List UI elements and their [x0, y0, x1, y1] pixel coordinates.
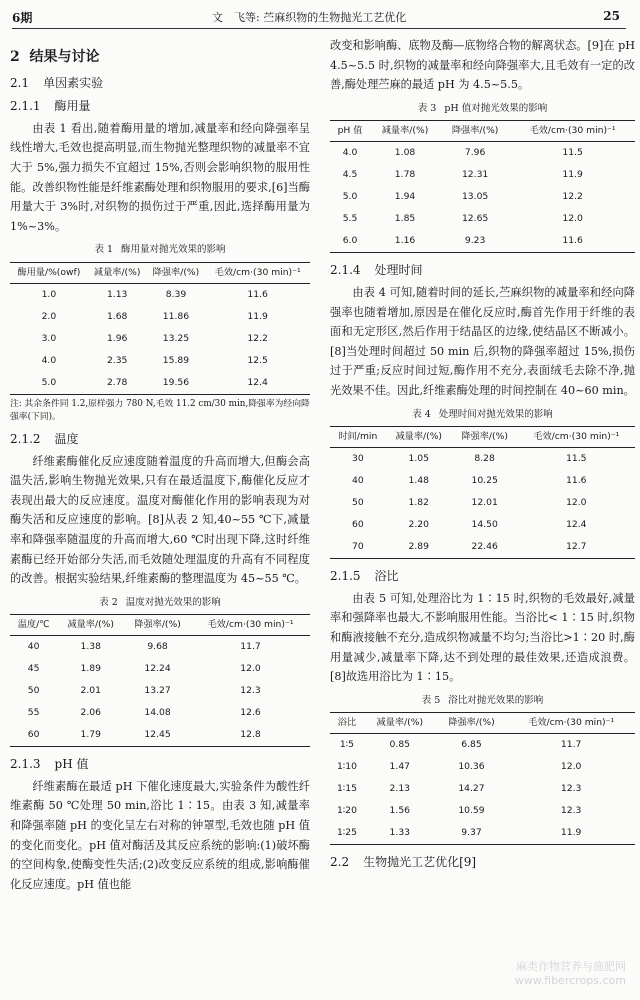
table-cell: 9.23	[464, 235, 486, 247]
table-cell: 1.47	[389, 761, 411, 773]
table-row	[330, 822, 635, 845]
table-cell: 1.89	[80, 663, 101, 675]
data-table	[330, 120, 635, 253]
subsubsection-heading: 2.1.5 浴比	[330, 569, 399, 584]
table-row	[330, 186, 635, 208]
table-header-cell: 降强率/(%)	[152, 266, 200, 278]
table-cell: 1∶5	[339, 739, 355, 751]
table-cell: 9.68	[147, 641, 168, 653]
running-header	[12, 6, 626, 29]
table-cell: 60	[352, 519, 364, 531]
table-cell: 1.78	[394, 169, 416, 181]
table-cell: 3.0	[41, 332, 57, 344]
table-cell: 8.28	[474, 453, 495, 465]
table-cell: 10.36	[458, 761, 485, 773]
table-header-cell: 浴比	[337, 717, 357, 729]
table-cell: 50	[27, 685, 40, 697]
table-header-cell: 毛效/cm·(30 min)⁻¹	[529, 125, 616, 137]
table-cell: 9.37	[461, 827, 482, 839]
table-row	[330, 514, 635, 536]
table-cell: 1∶15	[337, 783, 357, 795]
paragraph: 由表 5 可知,处理浴比为 1∶15 时,织物的毛效最好,减量率和强降率也最大,不影响服用性能。当浴比< 1∶15 时,织物和酶液接触不充分,造成织物减量不均匀;当浴比>1∶20 时,酶用量减少,减量率下降,达不到处理的最佳效果,还造成浪费。[8]故选用浴比为 1∶15。	[330, 591, 635, 684]
table-row	[330, 800, 635, 822]
table-cell: 1∶20	[337, 805, 357, 817]
table-row	[330, 164, 635, 186]
table-cell: 30	[352, 453, 364, 465]
issue-label: 6期	[12, 11, 33, 25]
table-cell: 19.56	[162, 376, 190, 388]
right-column	[330, 36, 635, 875]
table-row	[330, 734, 635, 757]
paragraph: 纤维素酶在最适 pH 下催化速度最大,实验条件为酸性纤维素酶 50 ℃处理 50 min,浴比 1∶15。由表 3 知,减量率和降强率随 pH 的变化呈左右对称的钟罩型,毛效也随 pH 值的变化而变化。pH 值对酶活及其反应系统的影响:(1)破坏酶的空间构象,使酶变性失活;(2)改变反应系统的组成,影响酶催化反应速度。pH 值也能	[10, 779, 310, 891]
table-cell: 1.08	[394, 147, 416, 159]
table-cell: 12.3	[560, 783, 582, 795]
subsection-heading: 2.1 单因素实验	[10, 75, 104, 90]
paragraph: 由表 4 可知,随着时间的延长,苎麻织物的减量率和经向降强率也随着增加,原因是在催化反应时,酶首先作用于纤维的表面和无定形区,然后作用于结晶区的边缘,使结晶区不断减小。[8]当处理时间超过 50 min 后,织物的降强率超过 15%,损伤过于严重;反应时间过短,酶作用不充分,表面绒毛去除不净,抛光效果不佳。因此,纤维素酶处理的时间控制在 40~60 min。	[330, 285, 635, 397]
table-header-cell: pH 值	[337, 125, 363, 137]
table-cell: 12.45	[144, 729, 171, 741]
table-cell: 1.38	[80, 641, 101, 653]
table-cell: 12.3	[560, 805, 582, 817]
table-cell: 45	[27, 663, 40, 675]
table-cell: 11.9	[562, 169, 583, 181]
table-cell: 2.0	[41, 310, 57, 322]
table-cell: 12.7	[566, 541, 587, 553]
table-cell: 2.06	[80, 707, 101, 719]
table-header-cell: 减量率/(%)	[376, 717, 424, 729]
table-cell: 12.0	[566, 497, 587, 509]
table-header-cell: 降强率/(%)	[451, 125, 499, 137]
table-cell: 11.6	[247, 288, 268, 300]
page-number: 25	[603, 9, 620, 23]
table-cell: 11.7	[560, 739, 582, 751]
table-header-cell: 毛效/cm·(30 min)⁻¹	[214, 266, 301, 278]
table-header-cell: 时间/min	[338, 431, 378, 443]
table-row	[10, 328, 310, 350]
table-header-cell: 减量率/(%)	[395, 431, 443, 443]
table-cell: 12.5	[247, 354, 268, 366]
table-cell: 12.0	[562, 213, 583, 225]
data-table	[330, 712, 635, 845]
data-table	[330, 426, 635, 559]
table-caption: 表 3 pH 值对抛光效果的影响	[417, 102, 548, 114]
table-cell: 13.25	[162, 332, 190, 344]
table-cell: 6.85	[461, 739, 482, 751]
table-cell: 12.01	[471, 497, 498, 509]
table-cell: 2.78	[106, 376, 128, 388]
table-cell: 6.0	[342, 235, 358, 247]
table-header-cell: 降强率/(%)	[448, 717, 495, 729]
table-cell: 11.9	[247, 310, 268, 322]
paragraph: 改变和影响酶、底物及酶—底物络合物的解离状态。[9]在 pH 4.5~5.5 时,织物的减量率和经向降强率大,且毛效有一定的改善,酶处理苎麻的最适 pH 为 4.5~5.5。	[330, 39, 635, 92]
table-caption: 表 2 温度对抛光效果的影响	[99, 596, 221, 608]
table-row	[10, 372, 310, 395]
table-cell: 11.6	[562, 235, 583, 247]
table-cell: 0.85	[389, 739, 411, 751]
table-cell: 40	[27, 641, 40, 653]
table-cell: 11.5	[566, 453, 587, 465]
table-cell: 12.8	[240, 729, 261, 741]
table-cell: 4.5	[342, 169, 358, 181]
table-cell: 40	[352, 475, 364, 487]
table-row	[330, 230, 635, 253]
site-watermark: 麻类作物营养与施肥网 www.fibercrops.com	[514, 960, 626, 987]
table-caption: 表 1 酶用量对抛光效果的影响	[94, 244, 226, 256]
table-cell: 14.27	[458, 783, 485, 795]
table-cell: 11.9	[560, 827, 582, 839]
subsection-heading: 2.2 生物抛光工艺优化[9]	[330, 855, 477, 870]
running-title: 文 飞等: 苎麻织物的生物抛光工艺优化	[212, 11, 407, 24]
table-header-cell: 温度/℃	[17, 619, 50, 631]
table-cell: 12.6	[240, 707, 261, 719]
table-cell: 12.65	[461, 213, 489, 225]
table-cell: 2.13	[389, 783, 411, 795]
table-cell: 12.4	[247, 376, 268, 388]
table-cell: 11.7	[240, 641, 261, 653]
table-header-cell: 酶用量/%(owf)	[17, 266, 81, 278]
data-table	[10, 262, 310, 395]
table-cell: 11.5	[562, 147, 583, 159]
table-cell: 55	[27, 707, 40, 719]
table-cell: 60	[27, 729, 40, 741]
table-caption: 表 4 处理时间对抛光效果的影响	[412, 408, 553, 420]
table-cell: 12.2	[247, 332, 268, 344]
table-cell: 11.86	[162, 310, 190, 322]
left-column	[10, 36, 310, 894]
table-header-cell: 降强率/(%)	[134, 619, 181, 631]
table-row	[330, 536, 635, 559]
table-cell: 50	[352, 497, 364, 509]
table-cell: 12.0	[240, 663, 261, 675]
table-row	[330, 470, 635, 492]
table-row	[330, 492, 635, 514]
table-cell: 1.05	[408, 453, 429, 465]
table-cell: 1.16	[394, 235, 416, 247]
table-cell: 12.0	[560, 761, 582, 773]
subsubsection-heading: 2.1.2 温度	[10, 431, 79, 446]
table-cell: 1.94	[394, 191, 416, 203]
paragraph: 纤维素酶催化反应速度随着温度的升高而增大,但酶会高温失活,影响生物抛光效果,只有在最适温度下,酶催化反应才表现出最大的反应速度。温度对酶催化作用的影响表现为对酶失活和反应速度的影响。[8]从表 2 知,40~55 ℃下,减量率和降强率随温度的升高而增大,60 ℃时出现下降,这时纤维素酶已经开始部分失活,而毛效随处理温度的升高有不同程度的改善。根据实验结果,纤维素酶的整理温度为 45~55 ℃。	[10, 454, 310, 586]
table-cell: 1.13	[106, 288, 128, 300]
table-cell: 10.59	[458, 805, 485, 817]
data-table	[10, 614, 310, 747]
paragraph: 由表 1 看出,随着酶用量的增加,减量率和经向降强率呈线性增大,毛效也提高明显,而生物抛光整理织物的减量率不宜大于 5%,强力损失不宜超过 15%,否则会影响织物的服用性能。改善织物性能是纤维素酶处理和织物服用的要求,[6]当酶用量大于 3%时,对织物的损伤过于严重,因此,选择酶用量为 1%~3%。	[10, 121, 310, 233]
table-row	[10, 680, 310, 702]
table-cell: 13.27	[144, 685, 171, 697]
table-header-cell: 减量率/(%)	[67, 619, 114, 631]
table-cell: 12.4	[566, 519, 587, 531]
table-cell: 14.08	[144, 707, 171, 719]
table-cell: 8.39	[165, 288, 187, 300]
table-cell: 1.82	[408, 497, 429, 509]
table-cell: 12.31	[461, 169, 489, 181]
table-row	[10, 636, 310, 659]
table-cell: 1.33	[389, 827, 411, 839]
table-cell: 1.68	[106, 310, 128, 322]
table-cell: 22.46	[471, 541, 498, 553]
table-row	[330, 778, 635, 800]
table-cell: 7.96	[464, 147, 486, 159]
table-row	[10, 658, 310, 680]
table-header-cell: 毛效/cm·(30 min)⁻¹	[533, 431, 620, 443]
table-cell: 1.0	[41, 288, 57, 300]
table-cell: 4.0	[342, 147, 358, 159]
table-cell: 1∶10	[337, 761, 357, 773]
table-cell: 1.96	[106, 332, 128, 344]
table-row	[10, 283, 310, 306]
table-header-cell: 毛效/cm·(30 min)⁻¹	[207, 619, 294, 631]
table-header-cell: 降强率/(%)	[461, 431, 508, 443]
table-cell: 15.89	[162, 354, 190, 366]
table-caption: 表 5 浴比对抛光效果的影响	[421, 694, 544, 706]
table-cell: 13.05	[461, 191, 489, 203]
table-cell: 10.25	[471, 475, 498, 487]
table-cell: 2.20	[408, 519, 429, 531]
table-header-cell: 减量率/(%)	[381, 125, 429, 137]
table-cell: 1.79	[80, 729, 101, 741]
table-cell: 5.0	[342, 191, 358, 203]
table-cell: 11.6	[566, 475, 587, 487]
table-row	[10, 702, 310, 724]
table-header-cell: 减量率/(%)	[93, 266, 141, 278]
table-cell: 1.85	[394, 213, 416, 225]
table-row	[330, 756, 635, 778]
table-row	[10, 306, 310, 328]
table-cell: 2.35	[106, 354, 128, 366]
table-cell: 4.0	[41, 354, 57, 366]
table-header-cell: 毛效/cm·(30 min)⁻¹	[528, 717, 615, 729]
table-row	[330, 142, 635, 165]
table-cell: 70	[352, 541, 364, 553]
table-cell: 12.3	[240, 685, 261, 697]
table-cell: 5.0	[41, 376, 57, 388]
table-cell: 1.56	[389, 805, 411, 817]
table-row	[10, 724, 310, 747]
table-row	[330, 208, 635, 230]
subsubsection-heading: 2.1.4 处理时间	[330, 263, 423, 278]
table-cell: 2.01	[80, 685, 101, 697]
table-row	[10, 350, 310, 372]
table-cell: 12.2	[562, 191, 583, 203]
table-cell: 14.50	[471, 519, 498, 531]
table-row	[330, 448, 635, 471]
table-cell: 2.89	[408, 541, 429, 553]
table-cell: 1.48	[408, 475, 429, 487]
table-cell: 1∶25	[337, 827, 357, 839]
table-note: 注: 其余条件同 1.2,原样强力 780 N,毛效 11.2 cm/30 min,降强率为经向降强率(下同)。	[10, 398, 310, 422]
subsubsection-heading: 2.1.3 pH 值	[10, 757, 89, 772]
section-heading: 2 结果与讨论	[10, 49, 100, 65]
subsubsection-heading: 2.1.1 酶用量	[10, 99, 91, 114]
table-cell: 12.24	[144, 663, 171, 675]
table-cell: 5.5	[342, 213, 358, 225]
